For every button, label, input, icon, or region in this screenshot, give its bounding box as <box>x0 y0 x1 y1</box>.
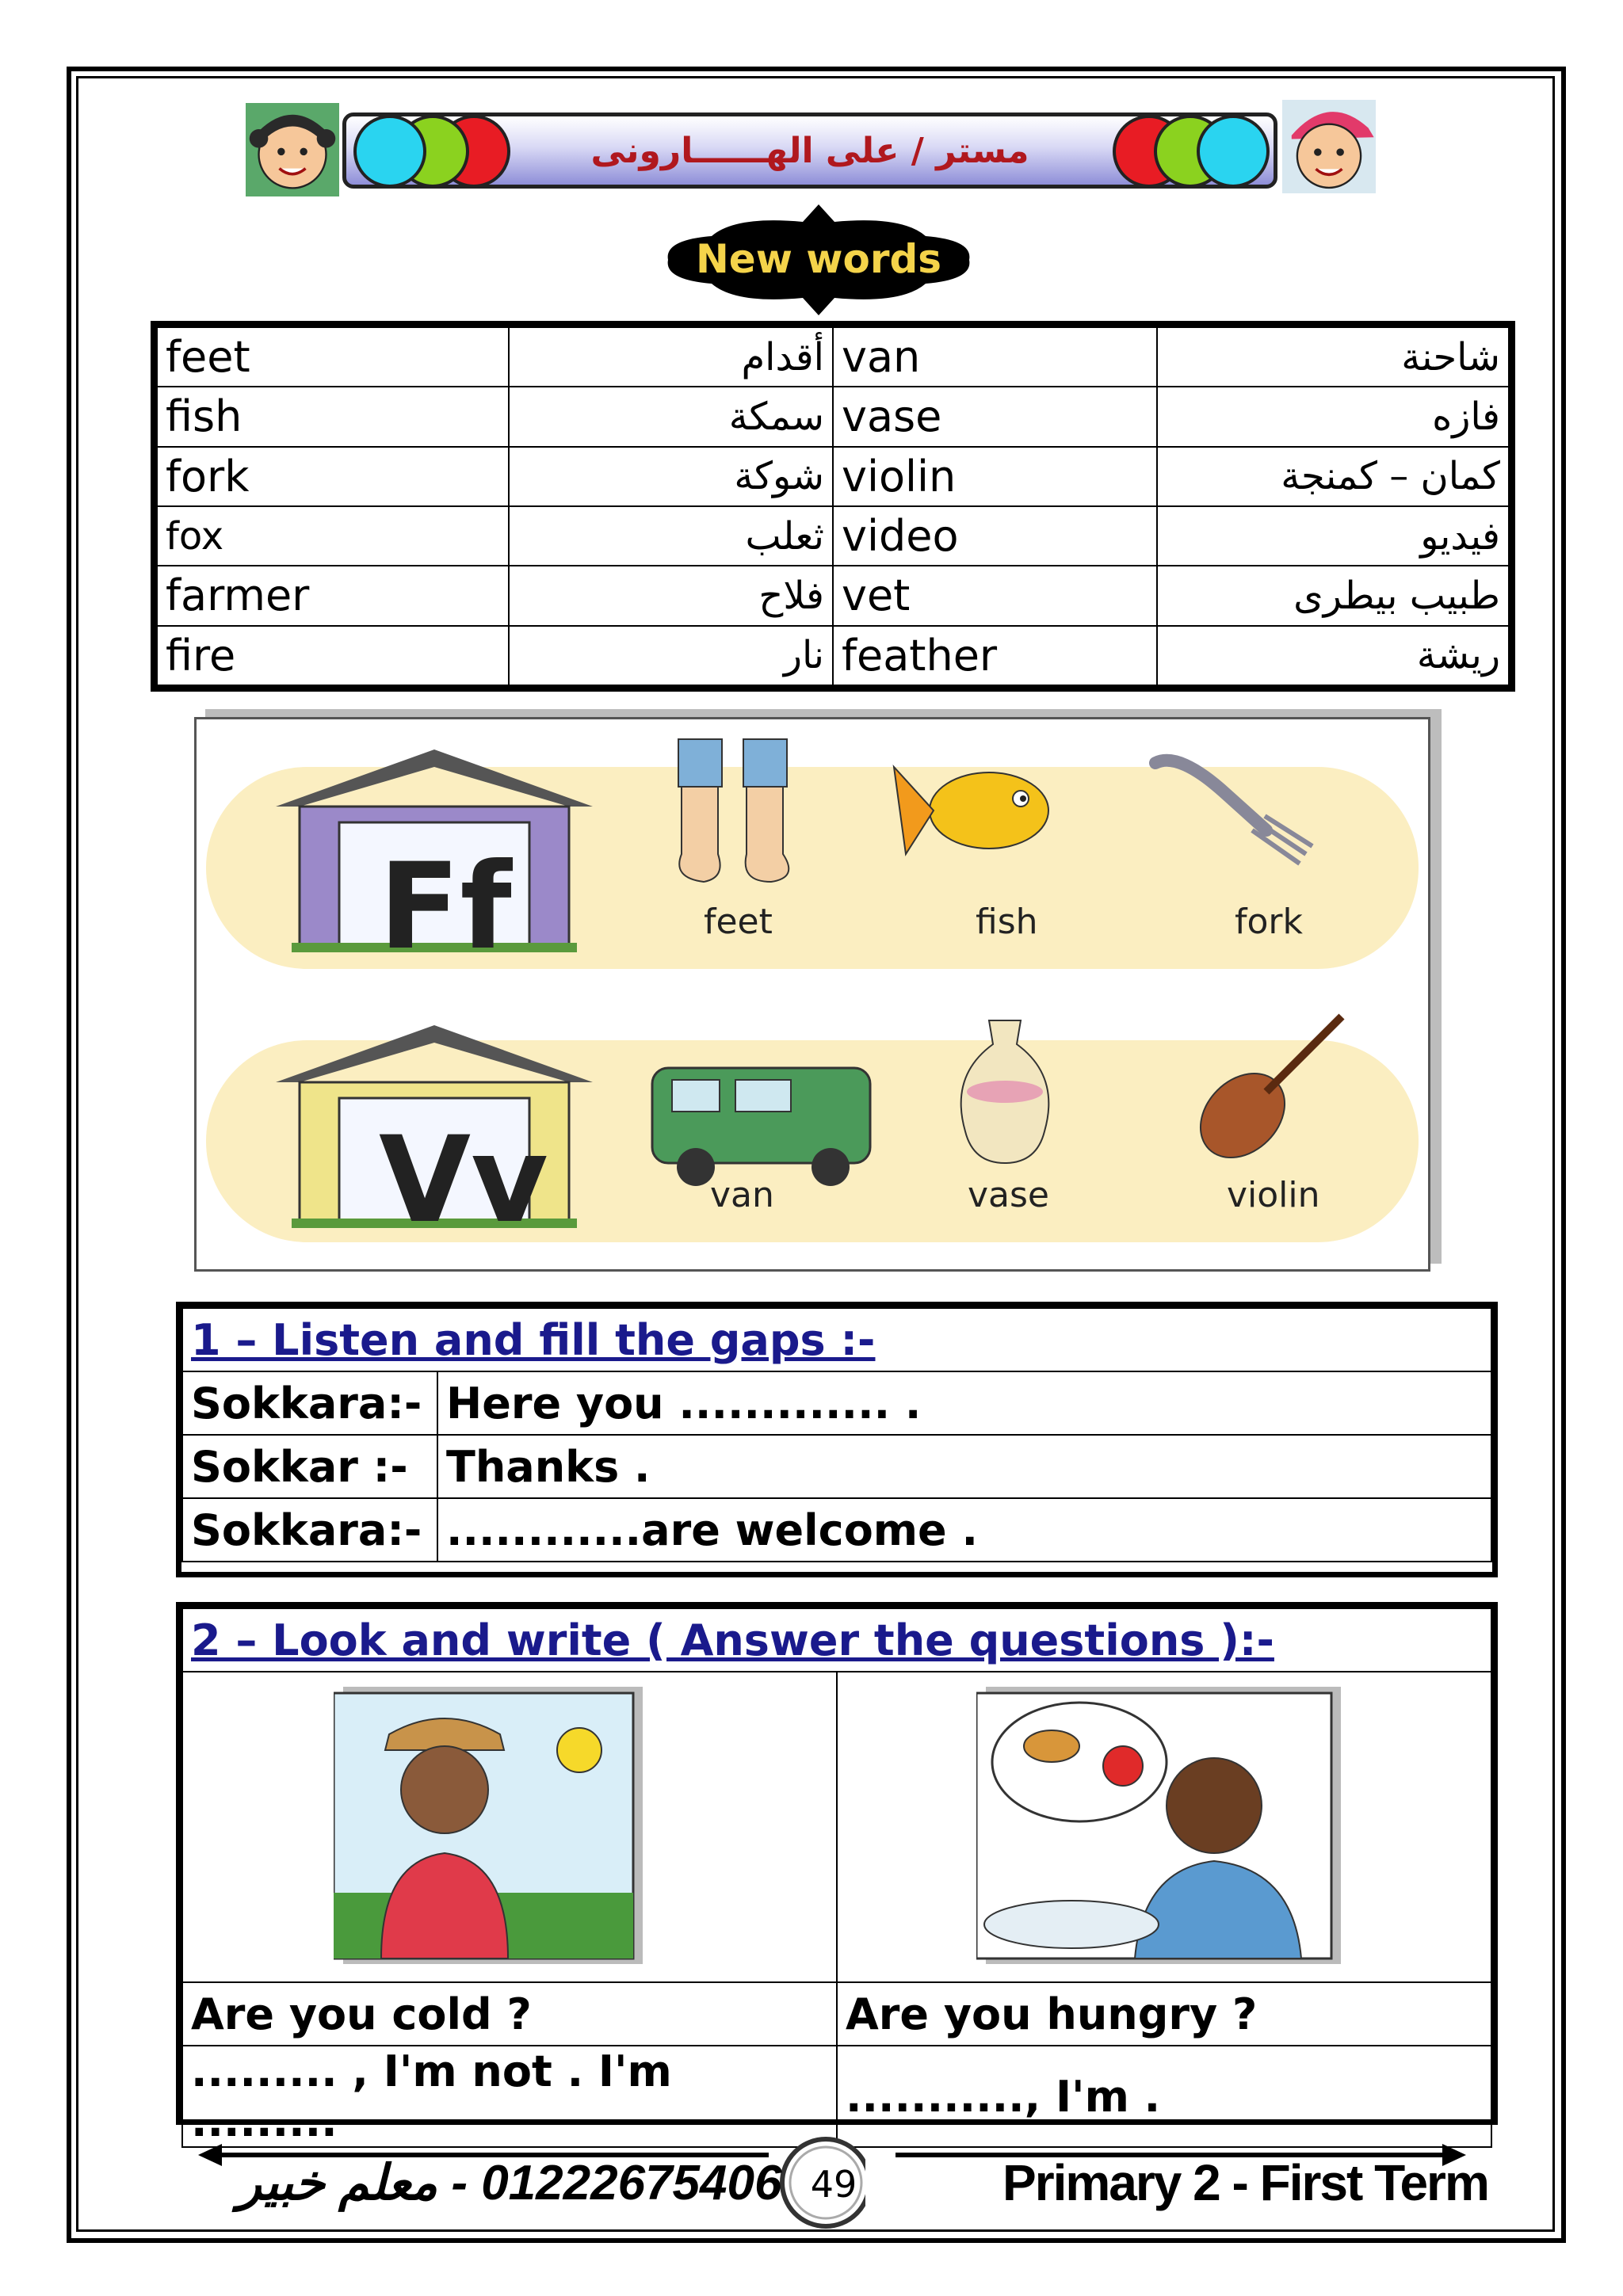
dialogue-line: ............are welcome . <box>437 1498 1491 1562</box>
vocab-arabic-meaning: ثعلب <box>509 506 833 566</box>
dialogue-row <box>182 1498 1491 1562</box>
label-fish: fish <box>976 902 1038 942</box>
label-feet: feet <box>704 902 773 942</box>
vocab-arabic-meaning: فلاح <box>509 566 833 625</box>
vocab-arabic-meaning: ريشة <box>1157 626 1509 685</box>
vocab-arabic-meaning: طبيب بيطرى <box>1157 566 1509 625</box>
label-van: van <box>710 1175 774 1215</box>
vocabulary-table <box>151 321 1515 692</box>
phonics-picture-panel <box>194 717 1430 1272</box>
vocab-english-word: video <box>833 506 1157 566</box>
exercise-2-box <box>176 1602 1498 2146</box>
vocab-english-word: vase <box>833 387 1157 446</box>
hungry-boy-picture <box>976 1687 1341 1964</box>
vocab-row <box>157 327 1509 387</box>
letter-vv: Vv <box>379 1112 548 1249</box>
vocab-english-word: fire <box>157 626 509 685</box>
vocab-english-word: fox <box>157 506 509 566</box>
exercise-1-heading: 1 – Listen and fill the gaps :- <box>182 1308 1491 1371</box>
question-hungry: Are you hungry ? <box>837 1982 1491 2046</box>
hot-girl-picture <box>334 1687 643 1964</box>
girl-face-icon <box>246 103 339 196</box>
vocab-arabic-meaning: شوكة <box>509 447 833 506</box>
vocab-english-word: vet <box>833 566 1157 625</box>
question-cold: Are you cold ? <box>182 1982 837 2046</box>
vocab-arabic-meaning: أقدام <box>509 327 833 387</box>
answer-cold: ......... , I'm not . I'm ......... <box>182 2046 837 2147</box>
picture-cell-hungry <box>837 1672 1491 1982</box>
vocab-row <box>157 506 1509 566</box>
vocab-arabic-meaning: فيديو <box>1157 506 1509 566</box>
decorative-circle-cyan <box>353 115 426 188</box>
vocab-english-word: van <box>833 327 1157 387</box>
dialogue-row <box>182 1371 1491 1435</box>
exercise-2-heading: 2 – Look and write ( Answer the questions ):- <box>182 1608 1491 1672</box>
dialogue-row <box>182 1435 1491 1498</box>
dialogue-line: Thanks . <box>437 1435 1491 1498</box>
picture-cell-hot <box>182 1672 837 1982</box>
label-violin: violin <box>1227 1175 1320 1215</box>
vocab-arabic-meaning: نار <box>509 626 833 685</box>
page-number: 49 <box>810 2163 857 2206</box>
exercise-1-box <box>176 1302 1498 1577</box>
vocab-english-word: fish <box>157 387 509 446</box>
course-title: Primary 2 - First Term <box>1002 2154 1488 2211</box>
answer-hungry: ..........., I'm . <box>837 2046 1491 2147</box>
vocab-english-word: farmer <box>157 566 509 625</box>
vocab-row <box>157 626 1509 685</box>
letter-ff: Ff <box>379 838 512 976</box>
speaker-label: Sokkara:- <box>182 1498 437 1562</box>
vocab-row <box>157 566 1509 625</box>
new-words-label: New words <box>695 236 942 282</box>
label-vase: vase <box>968 1175 1049 1215</box>
vocab-row <box>157 447 1509 506</box>
vocab-arabic-meaning: سمكة <box>509 387 833 446</box>
vocab-arabic-meaning: كمان – كمنجة <box>1157 447 1509 506</box>
vocab-english-word: feet <box>157 327 509 387</box>
dialogue-line: Here you ............. . <box>437 1371 1491 1435</box>
vocab-english-word: fork <box>157 447 509 506</box>
vocab-row <box>157 387 1509 446</box>
vocab-arabic-meaning: شاحنة <box>1157 327 1509 387</box>
vocab-arabic-meaning: فازه <box>1157 387 1509 446</box>
boy-face-icon <box>1282 100 1376 193</box>
vocab-english-word: violin <box>833 447 1157 506</box>
teacher-phone: 01222675406 - معلم خبير <box>238 2156 782 2210</box>
decorative-circle-cyan <box>1197 115 1270 188</box>
label-fork: fork <box>1235 902 1303 942</box>
speaker-label: Sokkara:- <box>182 1371 437 1435</box>
speaker-label: Sokkar :- <box>182 1435 437 1498</box>
vocab-english-word: feather <box>833 626 1157 685</box>
teacher-name-title: مستر / على الهــــــارونى <box>590 131 1029 171</box>
